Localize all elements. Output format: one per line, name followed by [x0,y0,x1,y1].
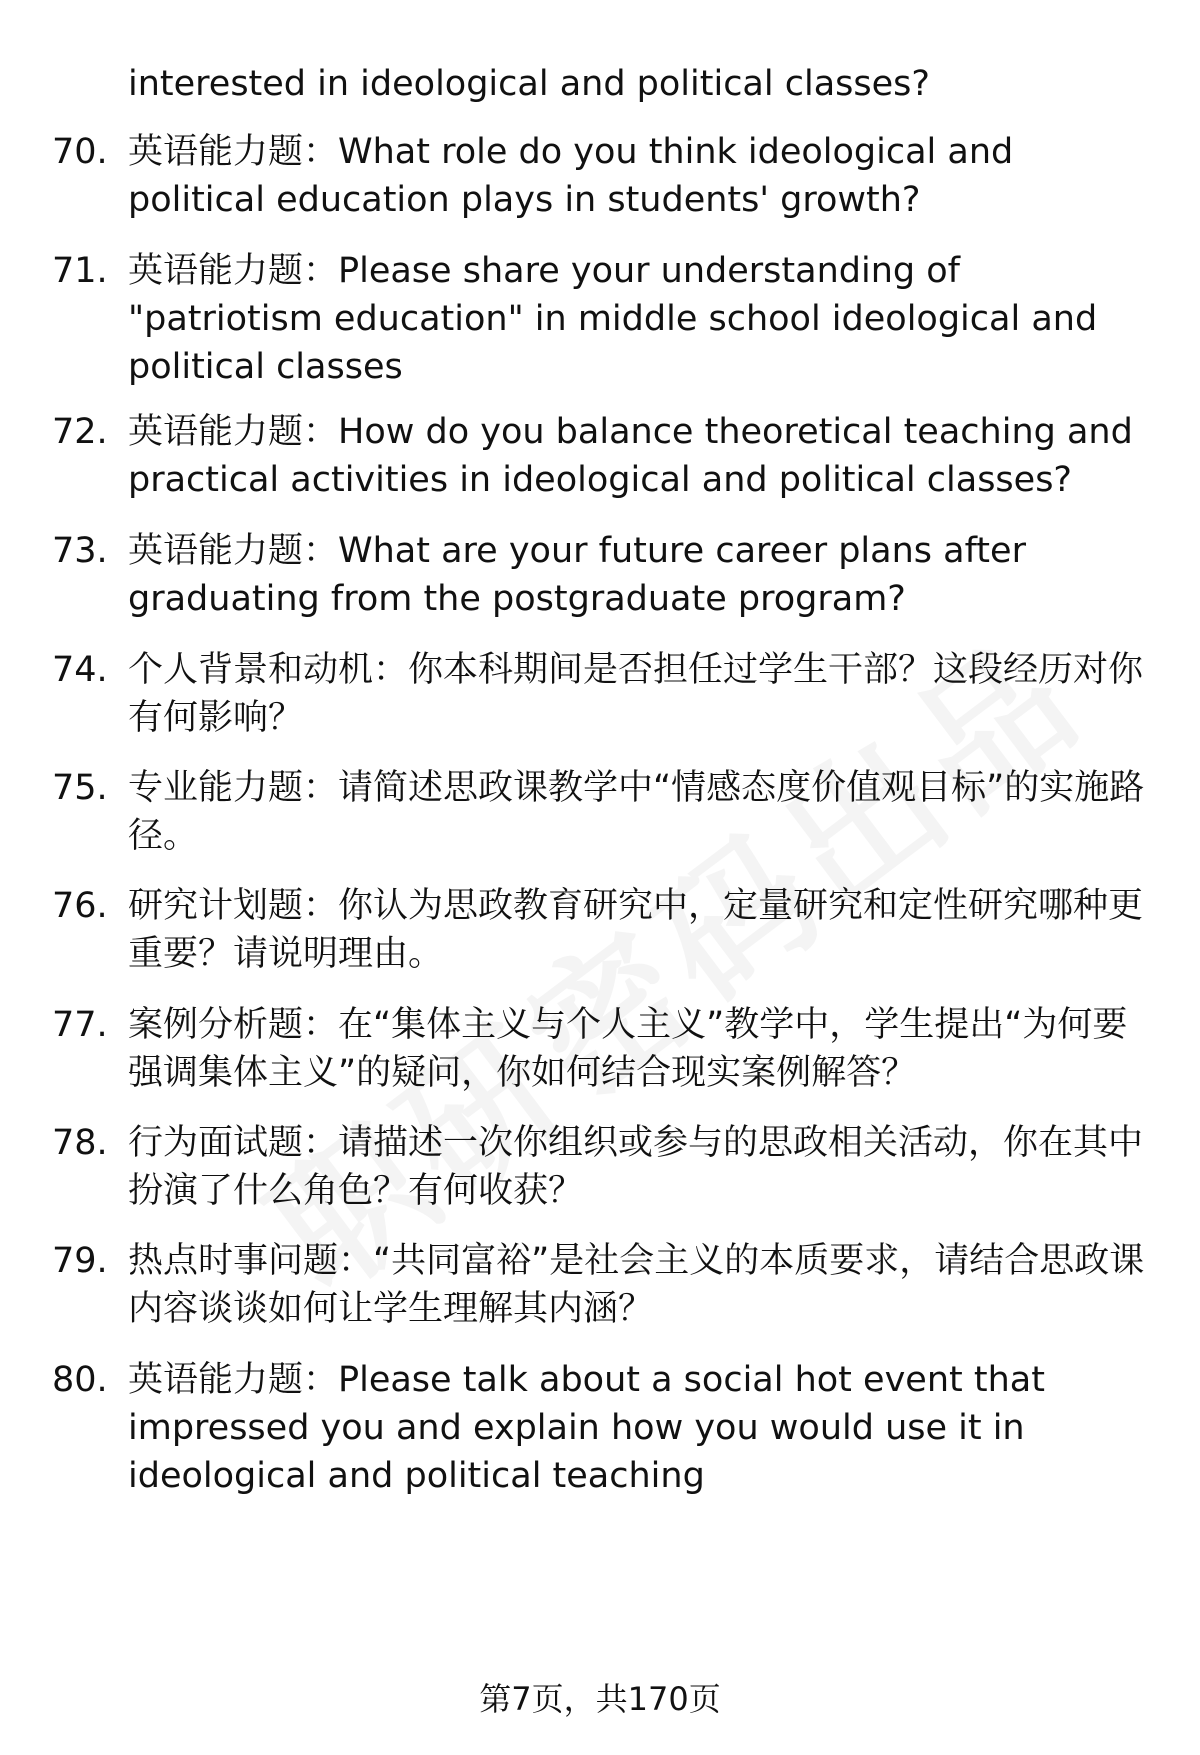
question-number: 75. [52,768,108,808]
page-footer: 第7页，共170页 [479,1680,721,1718]
question-text: 研究计划题：你认为思政教育研究中，定量研究和定性研究哪种更重要？请说明理由。 [128,886,1144,974]
question-text: 个人背景和动机：你本科期间是否担任过学生干部？这段经历对你有何影响？ [128,650,1144,738]
question-text: 英语能力题：Please share your understanding of "patriotism education" in middle school ideological and political classes [128,251,1098,387]
question-text: 英语能力题：How do you balance theoretical teaching and practical activities in ideological and political classes? [128,412,1133,500]
question-number: 79. [52,1241,108,1281]
question-text: 行为面试题：请描述一次你组织或参与的思政相关活动，你在其中扮演了什么角色？有何收获？ [128,1123,1144,1211]
question-number: 70. [52,132,108,172]
question-text: 专业能力题：请简述思政课教学中“情感态度价值观目标”的实施路径。 [128,768,1145,856]
question-number: 76. [52,886,108,926]
question-number: 72. [52,412,108,452]
question-number: 77. [52,1005,108,1045]
question-number: 78. [52,1123,108,1163]
question-number: 80. [52,1360,108,1400]
question-text: 案例分析题：在“集体主义与个人主义”教学中，学生提出“为何要强调集体主义”的疑问，你如何结合现实案例解答？ [128,1005,1128,1093]
question-number: 71. [52,251,108,291]
question-number: 74. [52,650,108,690]
question-text: 英语能力题：What role do you think ideological and political education plays in students' growth? [128,132,1014,220]
question-text: 英语能力题：Please talk about a social hot event that impressed you and explain how you would use it in ideological and political teaching [128,1360,1045,1496]
question-text: 英语能力题：What are your future career plans after graduating from the postgraduate program? [128,531,1026,619]
continuation-text: interested in ideological and political classes? [128,64,930,104]
question-number: 73. [52,531,108,571]
question-text: 热点时事问题：“共同富裕”是社会主义的本质要求，请结合思政课内容谈谈如何让学生理解其内涵？ [128,1241,1145,1329]
